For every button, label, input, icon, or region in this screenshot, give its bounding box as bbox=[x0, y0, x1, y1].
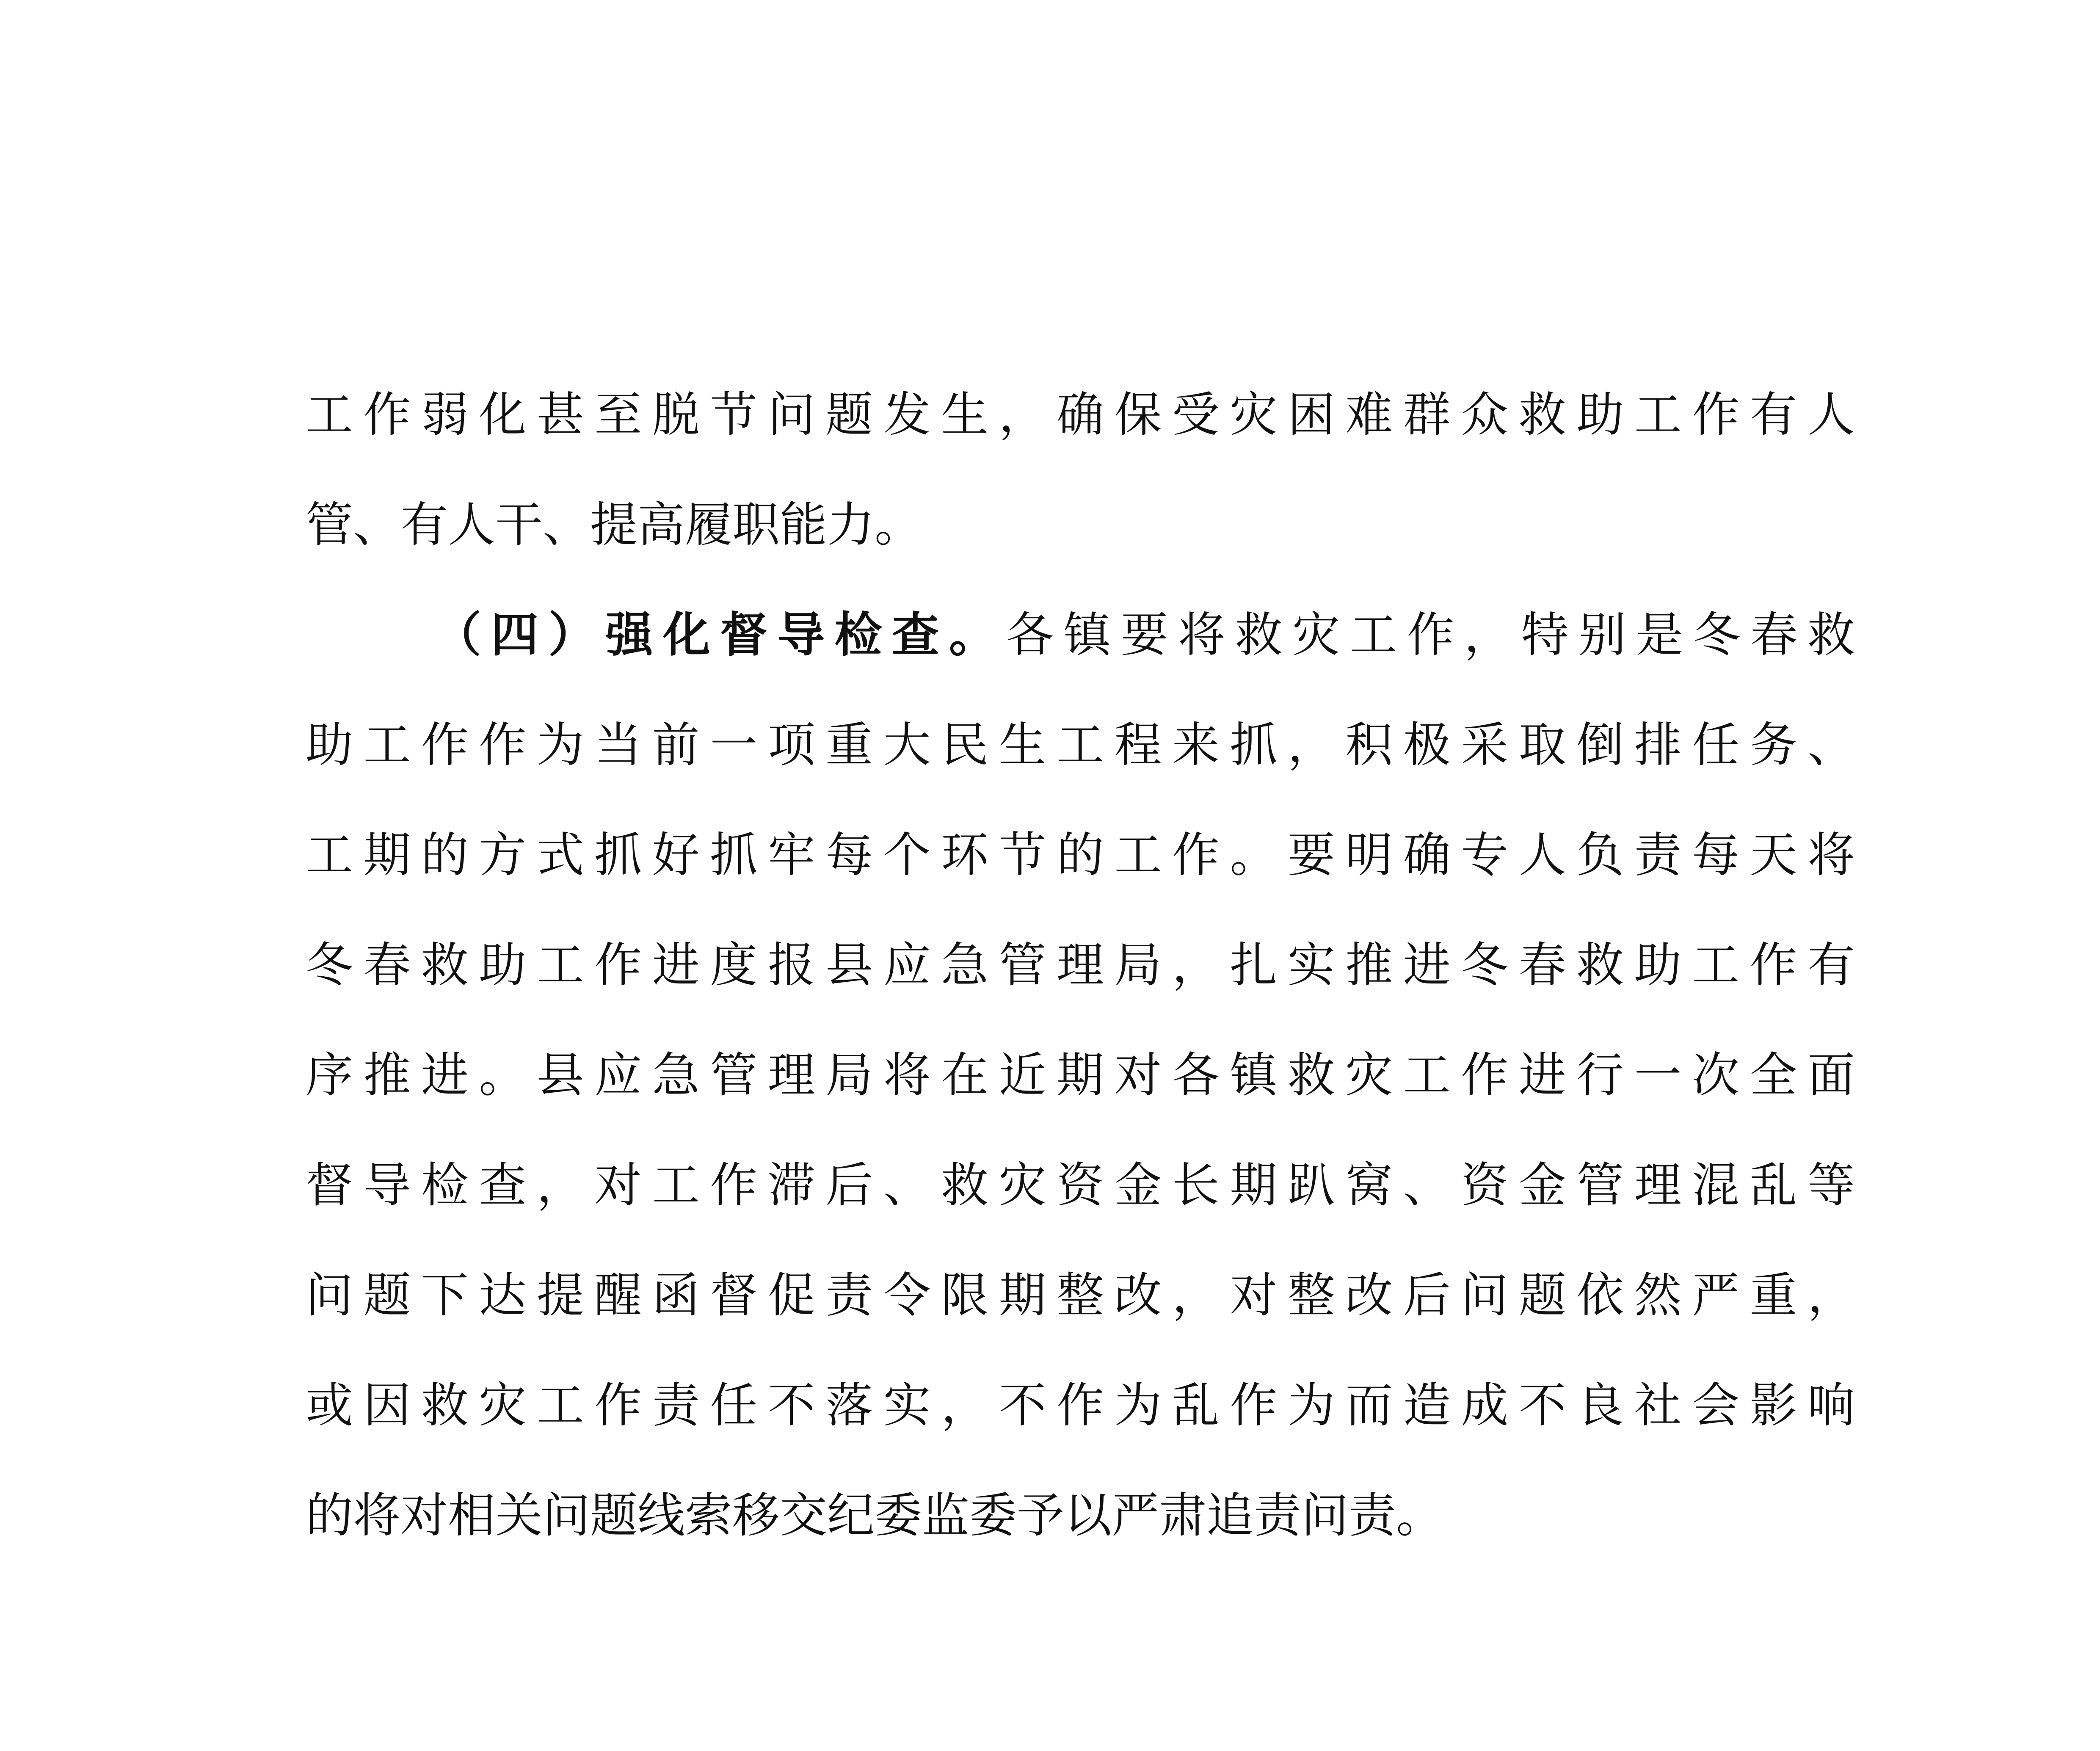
text-line: 序推进。县应急管理局将在近期对各镇救灾工作进行一次全面 bbox=[306, 1048, 1855, 1103]
text-line: 的将对相关问题线索移交纪委监委予以严肃追责问责。 bbox=[306, 1488, 1443, 1543]
text-line: 工作弱化甚至脱节问题发生，确保受灾困难群众救助工作有人 bbox=[306, 387, 1855, 442]
text-line: 冬春救助工作进度报县应急管理局，扎实推进冬春救助工作有 bbox=[306, 938, 1855, 993]
section-heading: （四）强化督导检查。 bbox=[434, 607, 1007, 663]
text-line: 工期的方式抓好抓牢每个环节的工作。要明确专人负责每天将 bbox=[306, 828, 1855, 883]
text-line: 督导检查，对工作滞后、救灾资金长期趴窝、资金管理混乱等 bbox=[306, 1158, 1855, 1213]
text-segment: 各镇要将救灾工作，特别是冬春救 bbox=[1006, 608, 1855, 663]
text-line: 助工作作为当前一项重大民生工程来抓，积极采取倒排任务、 bbox=[306, 718, 1855, 773]
paragraph-4-first-line bbox=[306, 580, 1855, 690]
text-line: 或因救灾工作责任不落实，不作为乱作为而造成不良社会影响 bbox=[306, 1378, 1855, 1433]
document-body bbox=[306, 360, 1855, 1571]
text-line: 管、有人干、提高履职能力。 bbox=[306, 497, 922, 552]
text-line: 问题下达提醒函督促责令限期整改，对整改后问题依然严重， bbox=[306, 1268, 1855, 1323]
